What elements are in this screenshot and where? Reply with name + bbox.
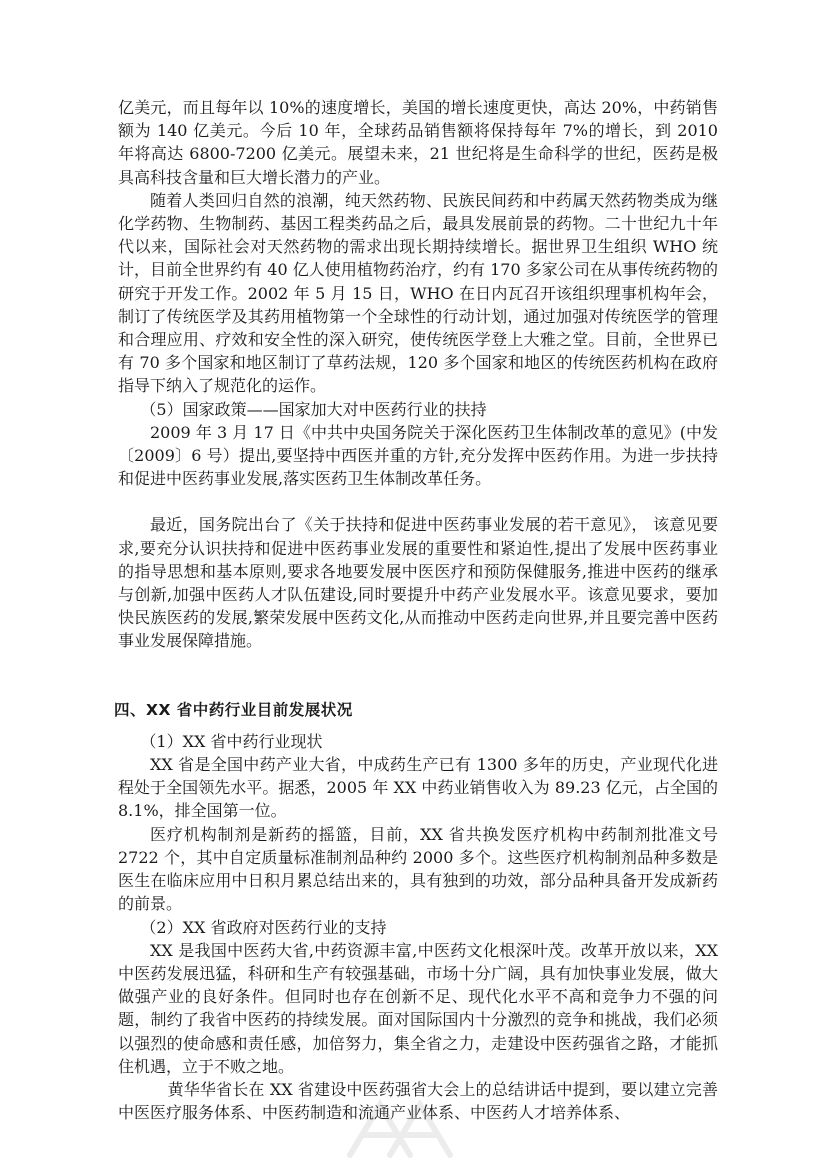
paragraph-state-council-opinion: 最近，国务院出台了《关于扶持和促进中医药事业发展的若干意见》， 该意见要求,要充分认识扶持和促进中医药事业发展的重要性和紧迫性,提出了发展中医药事业的指导思想和基本原则,要求各地要发展中医医疗和预防保健服务,推进中医药的继承与创新,加强中医药人才队伍建设,同时要提升中药产业发展水平。该意见要求，要加快民族医药的发展,繁荣发展中医药文化,从而推动中医药走向世界,并且要完善中医药事业发展保障措施。 [118, 515, 718, 651]
paragraph-province-strengths: XX 是我国中医药大省,中药资源丰富,中医药文化根深叶茂。改革开放以来，XX 中医药发展迅猛，科研和生产有较强基础，市场十分广阔，具有加快事业发展，做大做强产业的良好条件。但同时也存在创新不足、现代化水平不高和竞争力不强的问题，制约了我省中医药的持续发展。面对国际国内十分激烈的竞争和挑战，我们必须以强烈的使命感和责任感，加倍努力，集全省之力，走建设中医药强省之路，才能抓住机遇，立于不败之地。 [118, 940, 718, 1076]
paragraph-2009-reform: 2009 年 3 月 17 日《中共中央国务院关于深化医药卫生体制改革的意见》(中发〔2009〕6 号）提出,要坚持中西医并重的方针,充分发挥中医药作用。为进一步扶持和促进中医药事业发展,落实医药卫生体制改革任务。 [118, 422, 718, 489]
heading-gap [118, 722, 718, 730]
subheading-government-support: （2）XX 省政府对医药行业的支持 [140, 917, 387, 937]
blank-line [118, 490, 718, 513]
subheading-industry-status: （1）XX 省中药行业现状 [140, 731, 323, 751]
subheading-national-policy: （5）国家政策——国家加大对中医药行业的扶持 [140, 399, 487, 419]
paragraph-market-growth: 亿美元，而且每年以 10%的速度增长，美国的增长速度更快，高达 20%，中药销售额为 140 亿美元。今后 10 年，全球药品销售额将保持每年 7%的增长，到 2010 年将高达 6800-7200 亿美元。展望未来，21 世纪将是生命科学的世纪，医药是极具高科技含量和巨大增长潜力的产业。 [118, 98, 718, 187]
paragraph-medical-preparations: 医疗机构制剂是新药的摇篮，目前，XX 省共换发医疗机构中药制剂批准文号 2722 个，其中自定质量标准制剂品种约 2000 多个。这些医疗机构制剂品种多数是医生在临床应用中日积月累总结出来的，具有独到的功效，部分品种具备开发成新药的前景。 [118, 824, 718, 914]
paragraph-natural-medicine: 随着人类回归自然的浪潮，纯天然药物、民族民间药和中药属天然药物类成为继化学药物、生物制药、基因工程类药品之后，最具发展前景的药物。二十世纪九十年代以来，国际社会对天然药物的需求出现长期持续增长。据世界卫生组织 WHO 统计，目前全世界约有 40 亿人使用植物药治疗，约有 170 多家公司在从事传统药物的研究于开发工作。2002 年 5 月 15 日，WHO 在日内瓦召开该组织理事机构年会，制订了传统医学及其药用植物第一个全球性的行动计划，通过加强对传统医学的管理和合理应用、疗效和安全性的深入研究，使传统医学登上大雅之堂。目前，全世界已有 70 多个国家和地区制订了草药法规，120 多个国家和地区的传统医药机构在政府指导下纳入了规范化的运作。 [118, 190, 718, 396]
paragraph-governor-speech: 黄华华省长在 XX 省建设中医药强省大会上的总结讲话中提到，要以建立完善中医医疗服务体系、中医药制造和流通产业体系、中医药人才培养体系、 [118, 1079, 718, 1123]
blank-lines [118, 653, 718, 699]
section-heading-4: 四、XX 省中药行业目前发展状况 [114, 700, 353, 719]
document-body [114, 96, 718, 1124]
watermark-logo [330, 1085, 470, 1165]
paragraph-province-overview: XX 省是全国中药产业大省，中成药生产已有 1300 多年的历史，产业现代化进程处于全国领先水平。据悉，2005 年 XX 中药业销售收入为 89.23 亿元，占全国的 8.1%，排全国第一位。 [118, 755, 718, 821]
